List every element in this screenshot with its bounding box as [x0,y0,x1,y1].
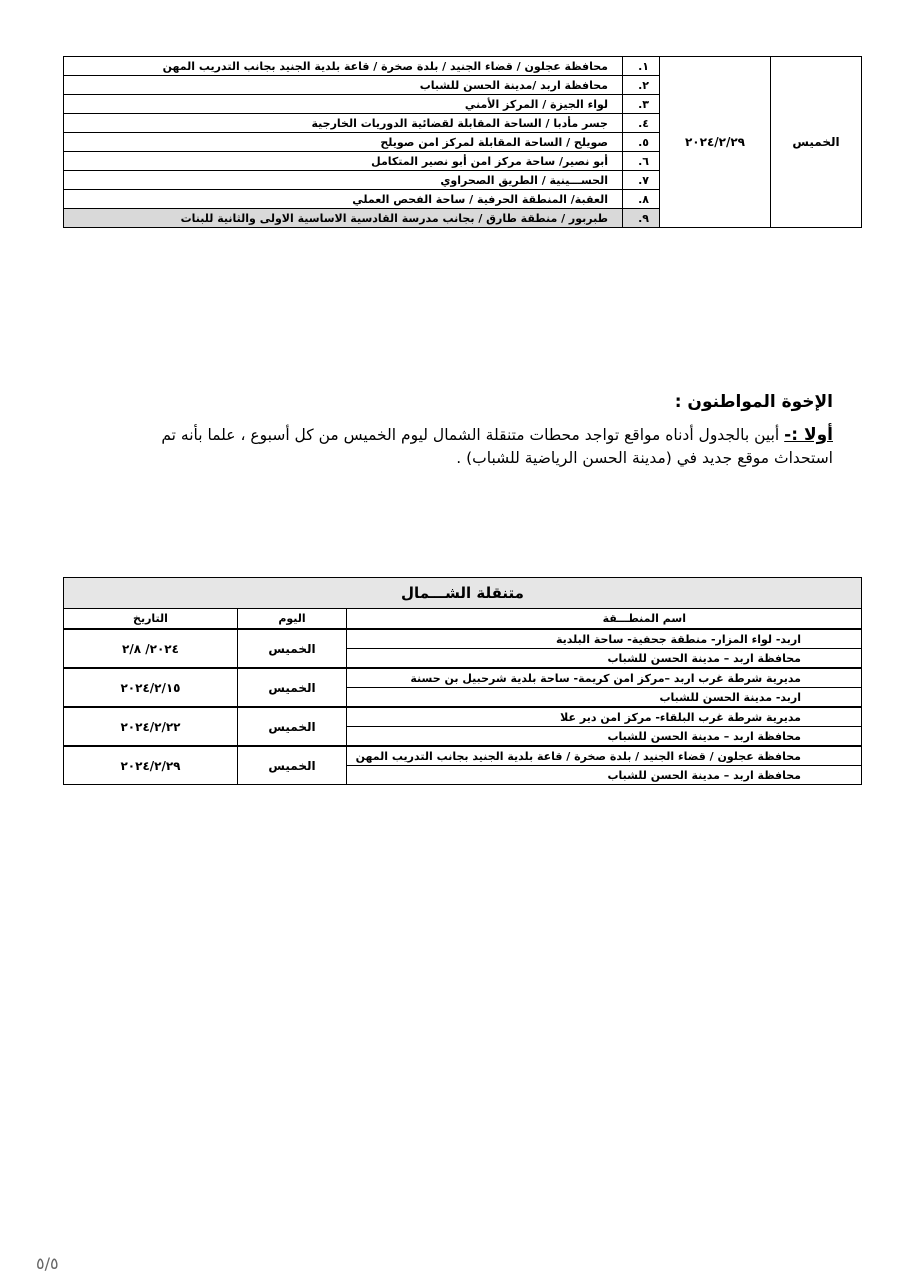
row-number: ٥. [623,133,660,152]
location-cell: محافظة عجلون / قضاء الجنيد / بلدة صخرة / قاعة بلدية الجنيد بجانب التدريب المهن [64,57,623,76]
region-cell: محافظة اربد – مدينة الحسن للشباب [347,649,862,669]
date-cell: ٢٠٢٤/٢/٢٢ [64,707,238,746]
table-row [64,629,862,649]
region-cell: اربد- لواء المزار- منطقة جحفية- ساحة البلدية [347,629,862,649]
table-row [64,707,862,727]
region-cell: محافظة اربد – مدينة الحسن للشباب [347,766,862,785]
table-row [64,746,862,766]
location-cell: جسر مأدبا / الساحة المقابلة لقضائية الدوريات الخارجية [64,114,623,133]
notice-text: أبين بالجدول أدناه مواقع تواجد محطات متنقلة الشمال ليوم الخميس من كل أسبوع ، علما بأنه تم استحداث موقع جديد في (مدينة الحسن الرياضية للشباب) . [161,426,833,467]
day-cell: الخميس [238,707,347,746]
schedule-table-top [63,56,862,228]
location-cell: صويلح / الساحة المقابلة لمركز امن صويلح [64,133,623,152]
page-number: ٥/٥ [36,1254,59,1273]
day-cell: الخميس [238,746,347,785]
region-cell: محافظة اربد – مدينة الحسن للشباب [347,727,862,747]
location-cell: طبربور / منطقة طارق / بجانب مدرسة القادسية الاساسية الاولى والثانية للبنات [64,209,623,228]
day-cell: الخميس [238,629,347,668]
location-cell: أبو نصير/ ساحة مركز امن أبو نصير المتكامل [64,152,623,171]
date-cell: ٢٠٢٤/٢/١٥ [64,668,238,707]
row-number: ٦. [623,152,660,171]
header-date: التاريخ [64,609,238,630]
row-number: ١. [623,57,660,76]
location-cell: لواء الجيزة / المركز الأمني [64,95,623,114]
notice-paragraph [133,424,833,470]
region-cell: اربد- مدينة الحسن للشباب [347,688,862,708]
north-mobile-table [63,577,862,785]
row-number: ٧. [623,171,660,190]
day-cell: الخميس [238,668,347,707]
row-number: ٨. [623,190,660,209]
region-cell: مديرية شرطة غرب البلقاء- مركز امن دير علا [347,707,862,727]
region-cell: محافظة عجلون / قضاء الجنيد / بلدة صخرة / قاعة بلدية الجنيد بجانب التدريب المهن [347,746,862,766]
location-cell: محافظة اربد /مدينة الحسن للشباب [64,76,623,95]
date-cell: ٢٠٢٤/ ٢/٨ [64,629,238,668]
notice-label: أولا :- [784,425,833,445]
row-number: ٤. [623,114,660,133]
table-row [64,57,862,76]
location-cell: العقبة/ المنطقة الحرفية / ساحة الفحص العملي [64,190,623,209]
region-cell: مديرية شرطة غرب اربد –مركز امن كريمة- ساحة بلدية شرحبيل بن حسنة [347,668,862,688]
north-table-title: متنقلة الشـــمال [64,578,862,609]
day-cell: الخميس [771,57,862,228]
row-number: ٢. [623,76,660,95]
notice-heading: الإخوة المواطنون : [674,392,833,412]
row-number: ٩. [623,209,660,228]
date-cell: ٢٠٢٤/٢/٢٩ [64,746,238,785]
location-cell: الحســـينية / الطريق الصحراوي [64,171,623,190]
date-cell: ٢٠٢٤/٢/٢٩ [660,57,771,228]
header-day: اليوم [238,609,347,630]
table-row [64,668,862,688]
row-number: ٣. [623,95,660,114]
header-region: اسم المنطـــقة [347,609,862,630]
